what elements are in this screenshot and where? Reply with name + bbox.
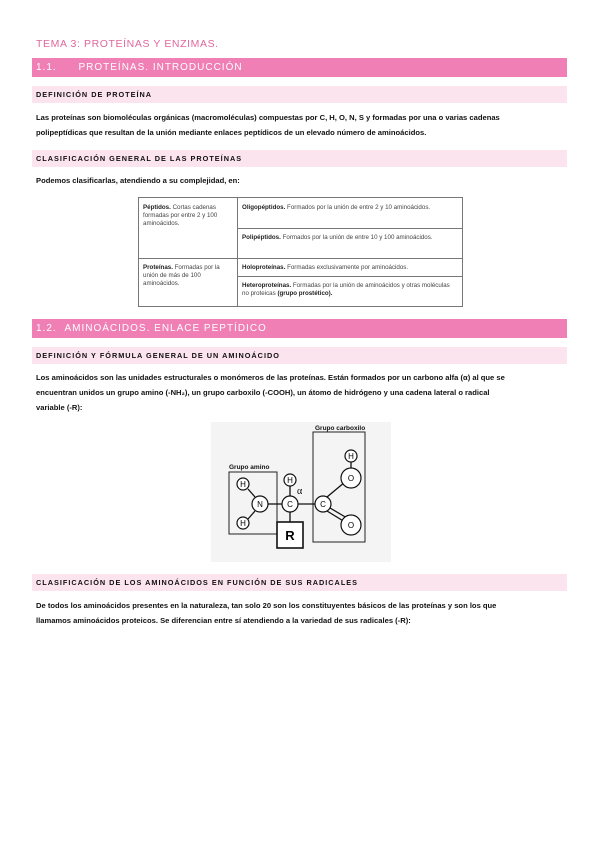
table-cell-polipeptidos	[242, 234, 457, 242]
text-line: polipeptídicas que resultan de la unión mediante enlaces peptídicos de un elevado número de aminoácidos.	[36, 128, 427, 137]
table-divider	[237, 198, 238, 306]
text-line: variable (-R):	[36, 403, 83, 412]
text-line: Las proteínas son biomoléculas orgánicas (macromoléculas) compuestas por C, H, O, N, S y formadas por una o varias cadenas	[36, 113, 500, 122]
section-title: PROTEÍNAS. INTRODUCCIÓN	[78, 62, 243, 73]
table-divider	[139, 258, 462, 259]
atom-label: H	[348, 452, 354, 461]
section-title: AMINOÁCIDOS. ENLACE PEPTÍDICO	[64, 323, 267, 334]
carboxyl-label: Grupo carboxilo	[315, 425, 366, 432]
aminoacid-definition-paragraph	[36, 370, 563, 415]
cell-label: (grupo prostético).	[277, 290, 333, 297]
text-line: encuentran unidos un grupo amino (-NH₂), un grupo carboxilo (-COOH), un átomo de hidrógeno y una cadena lateral o radical	[36, 388, 490, 397]
subheading-text: DEFINICIÓN Y FÓRMULA GENERAL DE UN AMINOÁCIDO	[36, 351, 280, 360]
text-line: Los aminoácidos son las unidades estructurales o monómeros de las proteínas. Están formados por un carbono alfa (α) al que se	[36, 373, 505, 382]
table-divider	[237, 276, 462, 277]
cell-label: Polipéptidos.	[242, 234, 281, 241]
atom-label: C	[320, 500, 326, 509]
radical-label: R	[285, 528, 295, 543]
subheading-text: DEFINICIÓN DE PROTEÍNA	[36, 90, 153, 99]
section-heading-1-1	[32, 58, 567, 77]
table-cell-heteroproteinas	[242, 282, 457, 298]
section-heading-1-2	[32, 319, 567, 338]
cell-label: Holoproteínas.	[242, 264, 286, 271]
atom-label: C	[287, 500, 293, 509]
atom-label: H	[240, 519, 246, 528]
cell-text: Cortas cadenas formadas por entre 2 y 100 aminoácidos.	[143, 204, 218, 227]
subheading-clasificacion-proteinas	[32, 150, 567, 167]
atom-label: N	[257, 500, 263, 509]
table-divider	[237, 228, 462, 229]
classification-intro: Podemos clasificarlas, atendiendo a su complejidad, en:	[36, 176, 240, 185]
cell-text: Formadas exclusivamente por aminoácidos.	[287, 264, 409, 271]
atom-label: H	[287, 476, 293, 485]
protein-definition-paragraph	[36, 110, 563, 140]
subheading-text: CLASIFICACIÓN GENERAL DE LAS PROTEÍNAS	[36, 154, 243, 163]
amino-label: Grupo amino	[229, 464, 270, 471]
subheading-definicion-proteina	[32, 86, 567, 103]
subheading-text: CLASIFICACIÓN DE LOS AMINOÁCIDOS EN FUNCIÓN DE SUS RADICALES	[36, 578, 359, 587]
cell-label: Heteroproteínas.	[242, 282, 292, 289]
table-cell-peptidos	[143, 204, 233, 228]
text-line: De todos los aminoácidos presentes en la naturaleza, tan solo 20 son los constituyentes básicos de las proteínas y son los que	[36, 601, 497, 610]
cell-label: Péptidos.	[143, 204, 171, 211]
atom-label: O	[347, 474, 355, 483]
atom-label: O	[347, 521, 355, 530]
table-cell-oligopeptidos	[242, 204, 457, 212]
cell-text: Formados por la unión de entre 2 y 10 aminoácidos.	[287, 204, 431, 211]
cell-label: Oligopéptidos.	[242, 204, 286, 211]
protein-classification-table	[138, 197, 463, 307]
document-title: TEMA 3: PROTEÍNAS Y ENZIMAS.	[36, 38, 219, 50]
cell-text: Formadas por la unión de aminoácidos y otras moléculas no proteicas	[242, 282, 450, 297]
table-cell-proteinas	[143, 264, 233, 288]
table-cell-holoproteinas	[242, 264, 457, 272]
subheading-definicion-aminoacido	[32, 347, 567, 364]
section-number: 1.1.	[36, 62, 57, 73]
cell-label: Proteínas.	[143, 264, 173, 271]
aminoacid-classification-paragraph	[36, 598, 563, 628]
atom-label: H	[240, 480, 246, 489]
cell-text: Formadas por la unión de más de 100 aminoácidos.	[143, 264, 220, 287]
alpha-label: α	[297, 486, 303, 497]
subheading-clasificacion-aminoacidos	[32, 574, 567, 591]
aminoacid-structure-diagram	[211, 422, 391, 562]
section-number: 1.2.	[36, 323, 57, 334]
text-line: llamamos aminoácidos proteicos. Se diferencian entre sí atendiendo a la variedad de sus radicales (-R):	[36, 616, 411, 625]
cell-text: Formados por la unión de entre 10 y 100 aminoácidos.	[282, 234, 433, 241]
